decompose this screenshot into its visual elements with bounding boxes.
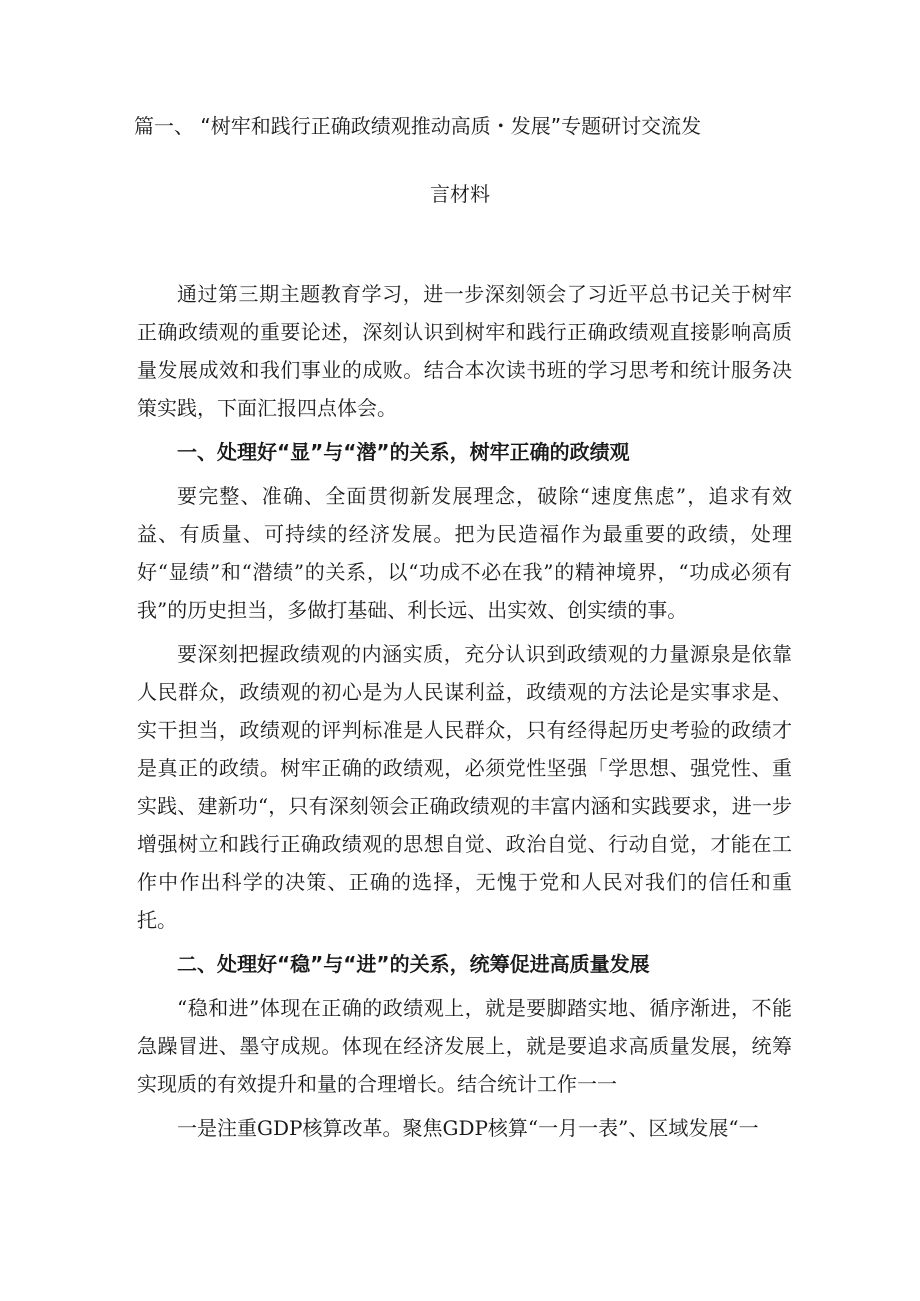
section1-paragraph: 要完整、准确、全面贯彻新发展理念，破除“速度焦虑”，追求有效益、有质量、可持续的经济发展。把为民造福作为最重要的政绩，处理好“显绩”和“潜绩”的关系，以“功成不必在我”的精神境界，“功成必须有我”的历史担当，多做打基础、利长远、出实效、创实绩的事。 xyxy=(137,484,792,622)
section2-heading: 二、处理好“稳”与“进”的关系，统筹促进高质量发展 xyxy=(177,952,650,976)
section2-paragraph: 一是注重GDP核算改革。聚焦GDP核算“一月一表”、区域发展“一 xyxy=(177,1116,759,1140)
section1-paragraph: 要深刻把握政绩观的内涵实质，充分认识到政绩观的力量源泉是依靠人民群众，政绩观的初心是为人民谋利益，政绩观的方法论是实事求是、实干担当，政绩观的评判标准是人民群众，只有经得起历史考验的政绩才是真正的政绩。树牢正确的政绩观，必须党性坚强「学思想、强党性、重实践、建新功“，只有深刻领会正确政绩观的丰富内涵和实践要求，进一步增强树立和践行正确政绩观的思想自觉、政治自觉、行动自觉，才能在工作中作出科学的决策、正确的选择，无愧于党和人民对我们的信任和重托。 xyxy=(137,642,792,932)
document-title-line1: 篇一、 “树牢和践行正确政绩观推动高质・发展”专题研讨交流发 xyxy=(134,114,702,138)
document-body xyxy=(137,275,792,1147)
section2-paragraph: “稳和进”体现在正确的政绩观上，就是要脚踏实地、循序渐进，不能急躁冒进、墨守成规。体现在经济发展上，就是要追求高质量发展，统筹实现质的有效提升和量的合理增长。结合统计工作一一 xyxy=(137,996,792,1096)
section1-heading: 一、处理好“显”与“潜”的关系，树牢正确的政绩观 xyxy=(177,440,630,464)
intro-paragraph: 通过第三期主题教育学习，进一步深刻领会了习近平总书记关于树牢正确政绩观的重要论述，深刻认识到树牢和践行正确政绩观直接影响高质量发展成效和我们事业的成败。结合本次读书班的学习思考和统计服务决策实践，下面汇报四点体会。 xyxy=(137,282,792,420)
document-title-line2: 言材料 xyxy=(430,182,490,206)
